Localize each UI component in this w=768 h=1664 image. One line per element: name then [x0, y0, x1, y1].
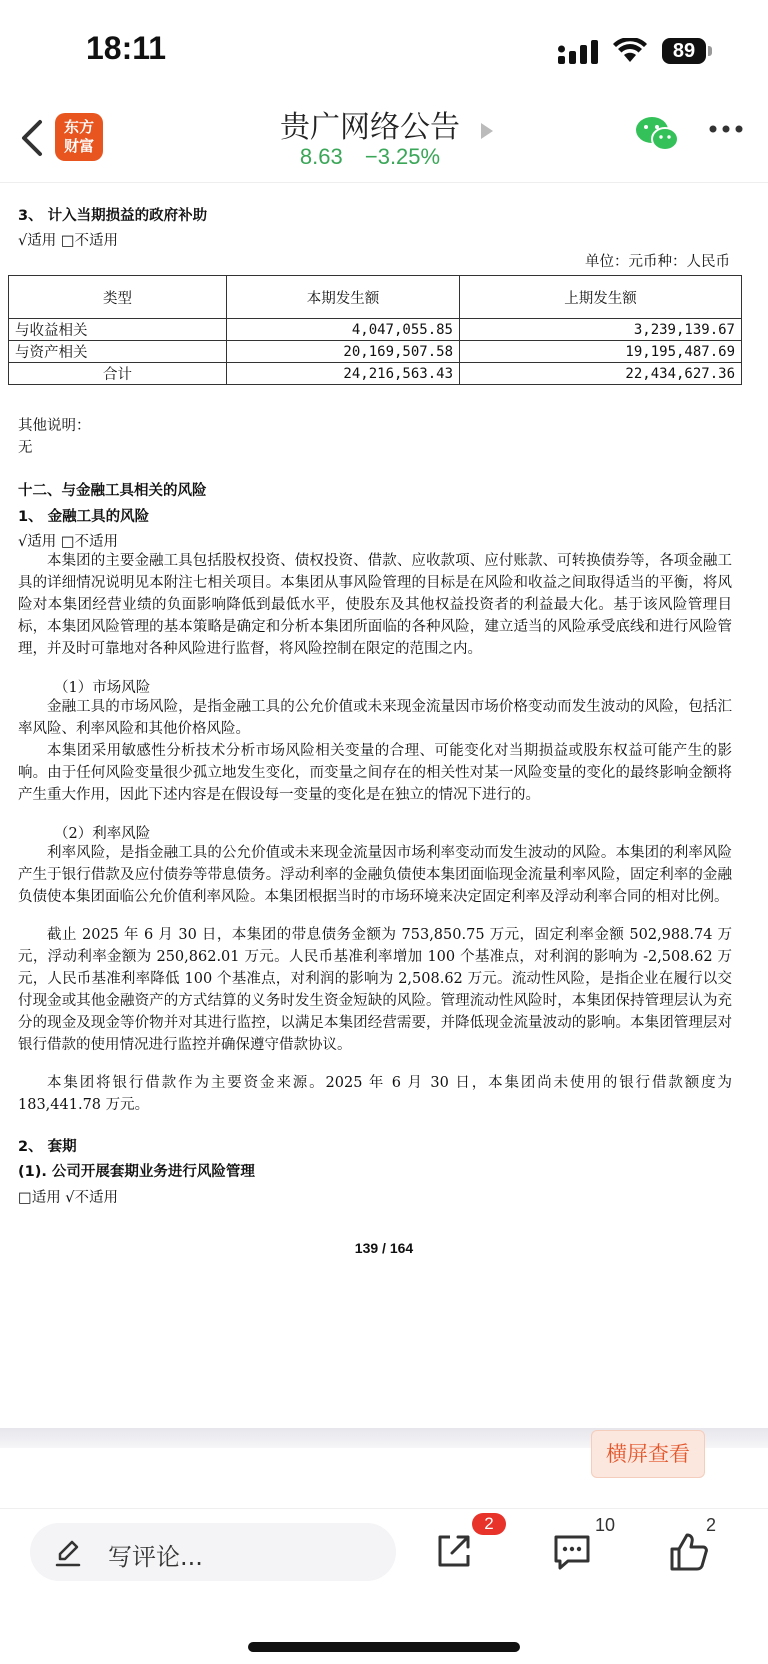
table-cell: 24,216,563.43	[227, 363, 460, 385]
stock-price: 8.63	[299, 144, 343, 169]
like-count: 2	[706, 1515, 717, 1535]
section-3-title: 3、 计入当期损益的政府补助	[18, 208, 208, 224]
status-time: 18:11	[86, 30, 167, 66]
table-cell: 与收益相关	[9, 319, 227, 341]
comment-input[interactable]	[30, 1523, 396, 1581]
stock-change: −3.25%	[364, 144, 441, 169]
column-header: 上期发生额	[460, 276, 742, 319]
paragraph-risk-management: 本集团的主要金融工具包括股权投资、债权投资、借款、应收款项、应付账款、可转换债券等，各项金融工具的详细情况说明见本附注七相关项目。本集团从事风险管理的目标是在风险和收益之间取得适当的平衡，将风险对本集团经营业绩的负面影响降低到最低水平，使股东及其他权益投资者的利益最大化。基于该风险管理目标，本集团风险管理的基本策略是确定和分析本集团所面临的各种风险，建立适当的风险承受底线和进行风险管理，并及时可靠地对各种风险进行监督，将风险控制在限定的范围之内。	[18, 553, 732, 657]
table-cell: 4,047,055.85	[227, 319, 460, 341]
other-note-label: 其他说明：	[18, 418, 91, 434]
table-header-row	[9, 276, 742, 319]
share-icon[interactable]	[434, 1531, 474, 1571]
table-cell: 3,239,139.67	[460, 319, 742, 341]
pen-icon	[54, 1537, 82, 1567]
table-row	[9, 319, 742, 341]
wechat-share-icon[interactable]	[634, 114, 680, 154]
interest-risk-title: （2）利率风险	[54, 826, 151, 842]
page-title: 贵广网络公告	[280, 110, 460, 145]
table-cell: 22,434,627.36	[460, 363, 742, 385]
status-bar	[0, 0, 768, 100]
cellular-signal-icon	[558, 40, 600, 64]
thumbs-up-icon[interactable]	[668, 1531, 710, 1573]
stock-quote[interactable]	[0, 144, 740, 170]
page-number: 139 / 164	[354, 1240, 414, 1256]
section-2-title: 2、 套期	[18, 1139, 77, 1155]
paragraph-market-risk: 金融工具的市场风险，是指金融工具的公允价值或未来现金流量因市场价格变动而发生波动的风险，包括汇率风险、利率风险和其他价格风险。	[18, 699, 732, 737]
market-risk-title: （1）市场风险	[54, 680, 151, 696]
comment-count: 10	[595, 1515, 616, 1535]
subsection-1-title: 1、 金融工具的风险	[18, 509, 150, 525]
play-triangle-icon[interactable]	[481, 123, 493, 139]
landscape-view-button[interactable]: 横屏查看	[591, 1430, 705, 1478]
battery-level: 89	[662, 38, 706, 64]
paragraph-sensitivity: 本集团采用敏感性分析技术分析市场风险相关变量的合理、可能变化对当期损益或股东权益可能产生的影响。由于任何风险变量很少孤立地发生变化，而变量之间存在的相关性对某一风险变量的变化的最终影响金额将产生重大作用，因此下述内容是在假设每一变量的变化是在独立的情况下进行的。	[18, 743, 732, 803]
table-cell: 与资产相关	[9, 341, 227, 363]
home-indicator	[248, 1642, 520, 1652]
subsection-1-applicability: √适用 □不适用	[18, 534, 119, 550]
section-12-title: 十二、与金融工具相关的风险	[18, 483, 207, 499]
table-cell: 合计	[9, 363, 227, 385]
comment-placeholder: 写评论...	[108, 1543, 203, 1571]
other-note-value: 无	[18, 440, 33, 456]
share-count-badge: 2	[472, 1513, 506, 1535]
bottom-action-bar	[0, 1508, 768, 1664]
battery-icon	[662, 38, 714, 66]
column-header: 类型	[9, 276, 227, 319]
section-2-subtitle: (1). 公司开展套期业务进行风险管理	[18, 1164, 255, 1180]
table-cell: 20,169,507.58	[227, 341, 460, 363]
column-header: 本期发生额	[227, 276, 460, 319]
paragraph-interest-risk: 利率风险，是指金融工具的公允价值或未来现金流量因市场利率变动而发生波动的风险。本集团的利率风险产生于银行借款及应付债券等带息债务。浮动利率的金融负债使本集团面临现金流量利率风险，固定利率的金融负债使本集团面临公允价值利率风险。本集团根据当时的市场环境来决定固定利率及浮动利率合同的相对比例。	[18, 845, 732, 905]
wifi-icon	[613, 38, 647, 64]
paragraph-debt-amounts: 截止 2025 年 6 月 30 日，本集团的带息债务金额为 753,850.75 万元，固定利率金额 502,988.74 万元，浮动利率金额为 250,862.01 万元。人民币基准利率增加 100 个基准点，对利润的影响为 -2,508.62 万元，人民币基准利率降低 100 个基准点，对利润的影响为 2,508.62 万元。流动性风险，是指企业在履行以交付现金或其他金融资产的方式结算的义务时发生资金短缺的风险。管理流动性风险时，本集团保持管理层认为充分的现金及现金等价物并对其进行监控，以满足本集团经营需要，并降低现金流量波动的影响。本集团管理层对银行借款的使用情况进行监控并确保遵守借款协议。	[18, 927, 732, 1053]
section-3-applicability: √适用 □不适用	[18, 233, 119, 249]
unit-label: 单位：元币种：人民币	[585, 254, 730, 270]
subsidy-table	[8, 275, 742, 385]
app-header	[0, 100, 768, 183]
table-row	[9, 341, 742, 363]
comments-icon[interactable]	[552, 1533, 592, 1571]
paragraph-credit-line: 本集团将银行借款作为主要资金来源。2025 年 6 月 30 日，本集团尚未使用的银行借款额度为 183,441.78 万元。	[18, 1075, 732, 1113]
more-icon[interactable]	[708, 122, 744, 136]
eastmoney-logo[interactable]: 东方 财富	[55, 113, 103, 161]
section-2-applicability: □适用 √不适用	[18, 1190, 119, 1206]
table-row-total	[9, 363, 742, 385]
table-cell: 19,195,487.69	[460, 341, 742, 363]
